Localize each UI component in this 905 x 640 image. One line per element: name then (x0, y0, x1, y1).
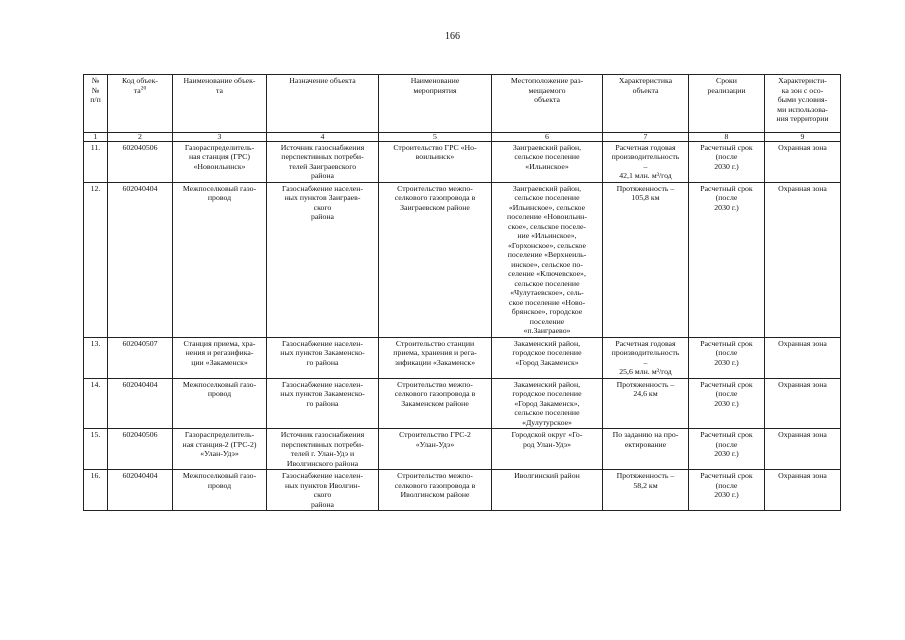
object-code: 602040404 (108, 378, 173, 429)
object-code: 602040506 (108, 429, 173, 470)
row-number: 14. (84, 378, 108, 429)
column-number: 5 (379, 133, 492, 142)
object-purpose: Газоснабжение населен- ных пунктов Иволгин- ского района (267, 470, 379, 511)
object-characteristic: Протяженность – 24,6 км (603, 378, 689, 429)
object-zone: Охранная зона (765, 141, 841, 182)
column-number: 8 (689, 133, 765, 142)
object-deadline: Расчетный срок (после 2030 г.) (689, 182, 765, 337)
row-number: 12. (84, 182, 108, 337)
object-measure: Строительство межпо- селкового газопровода в Иволгинском районе (379, 470, 492, 511)
row-number: 13. (84, 337, 108, 378)
object-name: Газораспределитель- ная станция-2 (ГРС-2) «Улан-Удэ» (173, 429, 267, 470)
column-number: 2 (108, 133, 173, 142)
column-header-measure: Наименование мероприятия (379, 75, 492, 133)
column-number: 3 (173, 133, 267, 142)
object-code: 602040404 (108, 470, 173, 511)
column-header-characteristic: Характеристика объекта (603, 75, 689, 133)
row-number: 15. (84, 429, 108, 470)
column-number: 7 (603, 133, 689, 142)
object-deadline: Расчетный срок (после 2030 г.) (689, 337, 765, 378)
object-location: Заиграевский район, сельское поселение «Ильинское», сельское поселение «Новоильин- ское», сельское поселе- ние «Ильинское», «Горхонское», сельское поселение «Верхнеиль- инское», сельское по- селение «Ключевское», сельское поселение «Чулутаевское», сель- ское поселение «Ново- брянское», городское поселение «п.Заиграево» (492, 182, 603, 337)
column-number: 9 (765, 133, 841, 142)
table-row (84, 337, 841, 378)
column-number-row (84, 133, 841, 142)
object-deadline: Расчетный срок (после 2030 г.) (689, 378, 765, 429)
footnote-marker: 20 (140, 84, 147, 91)
object-characteristic: Протяженность – 58,2 км (603, 470, 689, 511)
object-name: Межпоселковый газо- провод (173, 378, 267, 429)
object-measure: Строительство межпо- селкового газопровода в Закаменском районе (379, 378, 492, 429)
object-zone: Охранная зона (765, 378, 841, 429)
object-deadline: Расчетный срок (после 2030 г.) (689, 470, 765, 511)
page-number: 166 (445, 31, 460, 42)
column-header-deadline: Сроки реализации (689, 75, 765, 133)
object-measure: Строительство ГРС-2 «Улан-Удэ» (379, 429, 492, 470)
object-purpose: Источник газоснабжения перспективных потреби- телей Заиграевского района (267, 141, 379, 182)
object-code: 602040506 (108, 141, 173, 182)
object-location: Заиграевский район, сельское поселение «Ильинское» (492, 141, 603, 182)
column-header-name: Наименование объек- та (173, 75, 267, 133)
table-header-row (84, 75, 841, 133)
table-row (84, 182, 841, 337)
object-deadline: Расчетный срок (после 2030 г.) (689, 141, 765, 182)
object-measure: Строительство межпо- селкового газопровода в Заиграевском районе (379, 182, 492, 337)
object-purpose: Газоснабжение населен- ных пунктов Заиграев- ского района (267, 182, 379, 337)
object-location: Иволгинский район (492, 470, 603, 511)
table-row (84, 378, 841, 429)
column-number: 6 (492, 133, 603, 142)
object-name: Межпоселковый газо- провод (173, 470, 267, 511)
object-name: Станция приема, хра- нения и регазифика- ции «Закаменск» (173, 337, 267, 378)
row-number: 11. (84, 141, 108, 182)
object-zone: Охранная зона (765, 429, 841, 470)
object-name: Газораспределитель- ная станция (ГРС) «Новоильинск» (173, 141, 267, 182)
object-measure: Строительство станции приема, хранения и рега- зификации «Закаменск» (379, 337, 492, 378)
object-deadline: Расчетный срок (после 2030 г.) (689, 429, 765, 470)
object-zone: Охранная зона (765, 470, 841, 511)
column-header-code-label: Код объек- та (122, 76, 158, 95)
column-header-location: Местоположение раз- мещаемого объекта (492, 75, 603, 133)
object-measure: Строительство ГРС «Но- воильинск» (379, 141, 492, 182)
table-row (84, 470, 841, 511)
column-number: 4 (267, 133, 379, 142)
object-zone: Охранная зона (765, 182, 841, 337)
column-header-zone: Характеристи- ка зон с осо- быми условия- ми использова- ния территории (765, 75, 841, 133)
object-location: Закаменский район, городское поселение «Город Закаменск» (492, 337, 603, 378)
object-code: 602040507 (108, 337, 173, 378)
table-row (84, 429, 841, 470)
row-number: 16. (84, 470, 108, 511)
object-characteristic: Расчетная годовая производительность – 25,6 млн. м³/год (603, 337, 689, 378)
object-code: 602040404 (108, 182, 173, 337)
column-number: 1 (84, 133, 108, 142)
object-characteristic: Протяженность – 105,8 км (603, 182, 689, 337)
object-zone: Охранная зона (765, 337, 841, 378)
column-header-number: № № п/п (84, 75, 108, 133)
object-name: Межпоселковый газо- провод (173, 182, 267, 337)
object-location: Закаменский район, городское поселение «Город Закаменск», сельское поселение «Дулутурское» (492, 378, 603, 429)
column-header-code (108, 75, 173, 133)
object-location: Городской округ «Го- род Улан-Удэ» (492, 429, 603, 470)
objects-table (83, 74, 841, 511)
object-purpose: Газоснабжение населен- ных пунктов Закаменско- го района (267, 337, 379, 378)
object-characteristic: По заданию на про- ектирование (603, 429, 689, 470)
table-row (84, 141, 841, 182)
object-purpose: Источник газоснабжения перспективных потреби- телей г. Улан-Удэ и Иволгинского района (267, 429, 379, 470)
column-header-purpose: Назначение объекта (267, 75, 379, 133)
object-characteristic: Расчетная годовая производительность – 42,1 млн. м³/год (603, 141, 689, 182)
object-purpose: Газоснабжение населен- ных пунктов Закаменско- го района (267, 378, 379, 429)
